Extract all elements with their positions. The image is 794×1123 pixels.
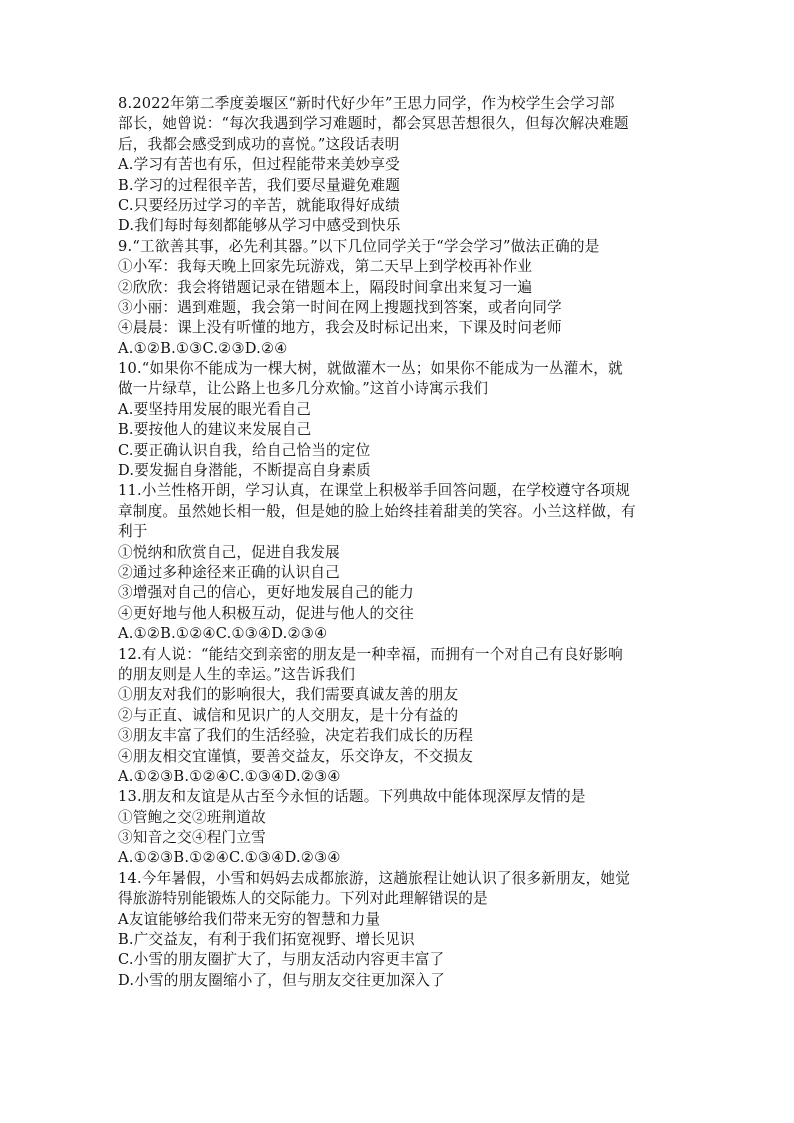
text-line: D.要发掘自身潜能，不断提高自身素质 <box>118 462 371 480</box>
text-line: ④更好地与他人积极互动，促进与他人的交往 <box>118 604 414 622</box>
text-line: D.小雪的朋友圈缩小了，但与朋友交往更加深入了 <box>118 971 445 989</box>
text-line: 的朋友则是人生的幸运。”这告诉我们 <box>118 665 356 683</box>
text-line: ④晨晨：课上没有听懂的地方，我会及时标记出来，下课及时问老师 <box>118 319 562 337</box>
question-list <box>118 94 678 991</box>
text-line: ③增强对自己的信心，更好地发展自己的能力 <box>118 584 414 602</box>
text-line: ③朋友丰富了我们的生活经验，决定若我们成长的历程 <box>118 727 474 745</box>
text-line: 部长，她曾说：“每次我遇到学习难题时，都会冥思苦想很久，但每次解决难题 <box>118 115 629 133</box>
text-line: 10.“如果你不能成为一棵大树，就做灌木一丛；如果你不能成为一丛灌木，就 <box>118 360 623 378</box>
text-line: A.学习有苦也有乐，但过程能带来美妙享受 <box>118 156 400 174</box>
text-line: 12.有人说：“能结交到亲密的朋友是一种幸福，而拥有一个对自己有良好影响 <box>118 645 623 663</box>
text-line: ①小军：我每天晚上回家先玩游戏，第二天早上到学校再补作业 <box>118 258 533 276</box>
text-line: C.要正确认识自我，给自己恰当的定位 <box>118 441 371 459</box>
text-line: 14.今年暑假，小雪和妈妈去成都旅游，这趟旅程让她认识了很多新朋友，她觉 <box>118 869 631 887</box>
text-line: C.只要经历过学习的辛苦，就能取得好成绩 <box>118 196 400 214</box>
text-line: 做一片绿草，让公路上也多几分欢愉。”这首小诗寓示我们 <box>118 380 489 398</box>
text-line: B.学习的过程很辛苦，我们要尽量避免难题 <box>118 176 401 194</box>
text-line: ①管鲍之交②班荆道故 <box>118 808 266 826</box>
text-line: ③知音之交④程门立雪 <box>118 829 266 847</box>
text-line: B.要按他人的建议来发展自己 <box>118 421 312 439</box>
text-line: ①悦纳和欣赏自己，促进自我发展 <box>118 543 340 561</box>
text-line: 章制度。虽然她长相一般，但是她的脸上始终挂着甜美的笑容。小兰这样做，有 <box>118 502 636 520</box>
text-line: A友谊能够给我们带来无穷的智慧和力量 <box>118 910 381 928</box>
text-line: ①朋友对我们的影响很大，我们需要真诚友善的朋友 <box>118 686 459 704</box>
text-line: A.要坚持用发展的眼光看自己 <box>118 400 312 418</box>
text-line: ②与正直、诚信和见识广的人交朋友，是十分有益的 <box>118 706 459 724</box>
text-line: A.①②③B.①②④C.①③④D.②③④ <box>118 767 341 785</box>
text-line: 13.朋友和友谊是从古至今永恒的话题。下列典故中能体现深厚友情的是 <box>118 788 586 806</box>
text-line: A.①②B.①③C.②③D.②④ <box>118 339 288 357</box>
text-line: B.广交益友，有利于我们拓宽视野、增长见识 <box>118 931 415 949</box>
text-line: 9.“工欲善其事，必先利其器。”以下几位同学关于“学会学习”做法正确的是 <box>118 237 600 255</box>
text-line: 8.2022年第二季度姜堰区“新时代好少年”王思力同学，作为校学生会学习部 <box>118 95 615 112</box>
text-line: ②欣欣：我会将错题记录在错题本上，隔段时间拿出来复习一遍 <box>118 278 533 296</box>
text-line: ②通过多种途径来正确的认识自己 <box>118 563 340 581</box>
text-line: D.我们每时每刻都能够从学习中感受到快乐 <box>118 217 401 235</box>
text-line: ④朋友相交宜谨慎，要善交益友，乐交诤友，不交损友 <box>118 747 474 765</box>
text-line: 11.小兰性格开朗，学习认真，在课堂上积极举手回答问题，在学校遵守各项规 <box>118 482 631 500</box>
text-line: C.小雪的朋友圈扩大了，与朋友活动内容更丰富了 <box>118 951 445 969</box>
text-line: 得旅游特别能锻炼人的交际能力。下列对此理解错误的是 <box>118 890 488 908</box>
text-line: 后，我都会感受到成功的喜悦。”这段话表明 <box>118 135 400 153</box>
text-line: ③小丽：遇到难题，我会第一时间在网上搜题找到答案，或者向同学 <box>118 298 562 316</box>
text-line: A.①②③B.①②④C.①③④D.②③④ <box>118 849 341 867</box>
text-line: A.①②B.①②④C.①③④D.②③④ <box>118 625 328 643</box>
text-line: 利于 <box>118 523 148 541</box>
